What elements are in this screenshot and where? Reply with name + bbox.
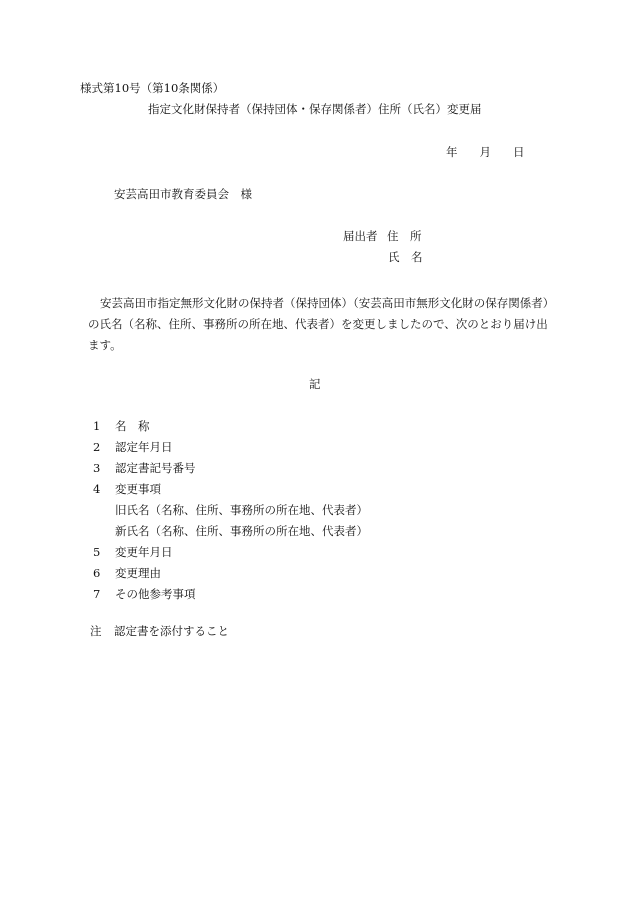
item-number: 7 (93, 587, 101, 601)
item-number: 5 (93, 545, 101, 559)
list-item (93, 442, 173, 454)
item-label: 認定年月日 (115, 440, 173, 454)
item-label: 名 称 (115, 419, 150, 433)
item-label: その他参考事項 (115, 587, 196, 601)
list-item (93, 589, 196, 601)
list-item (93, 547, 173, 559)
addressee: 安芸高田市教育委員会 様 (114, 187, 252, 201)
item-number: 2 (93, 440, 101, 454)
item-label: 変更年月日 (115, 545, 173, 559)
applicant-address-row (343, 231, 422, 243)
address-label: 住 所 (387, 229, 422, 243)
applicant-label: 届出者 (343, 229, 378, 243)
list-item (93, 421, 150, 433)
item-number: 4 (93, 482, 101, 496)
item-number: 1 (93, 419, 101, 433)
note-label: 注 (90, 624, 102, 638)
sub-item-old: 旧氏名（名称、住所、事務所の所在地、代表者） (115, 503, 368, 517)
name-label: 氏 名 (388, 250, 423, 264)
list-item (93, 463, 196, 475)
item-number: 6 (93, 566, 101, 580)
note-text: 認定書を添付すること (114, 624, 229, 638)
sub-item-new: 新氏名（名称、住所、事務所の所在地、代表者） (115, 524, 368, 538)
form-number: 様式第10号（第10条関係） (80, 81, 225, 95)
list-item (93, 484, 161, 496)
document-title: 指定文化財保持者（保持団体・保存関係者）住所（氏名）変更届 (148, 102, 482, 116)
item-label: 変更事項 (115, 482, 161, 496)
item-number: 3 (93, 461, 101, 475)
body-paragraph: 安芸高田市指定無形文化財の保持者（保持団体）（安芸高田市無形文化財の保存関係者）の氏名（名称、住所、事務所の所在地、代表者）を変更しましたので、次のとおり届け出ます。 (88, 296, 549, 352)
date-day: 日 (513, 145, 525, 159)
note-line (90, 626, 229, 638)
date-line (446, 147, 525, 159)
date-month: 月 (479, 145, 491, 159)
item-label: 認定書記号番号 (115, 461, 196, 475)
list-item (93, 568, 161, 580)
item-label: 変更理由 (115, 566, 161, 580)
date-year: 年 (446, 145, 458, 159)
ki-heading: 記 (309, 377, 321, 391)
